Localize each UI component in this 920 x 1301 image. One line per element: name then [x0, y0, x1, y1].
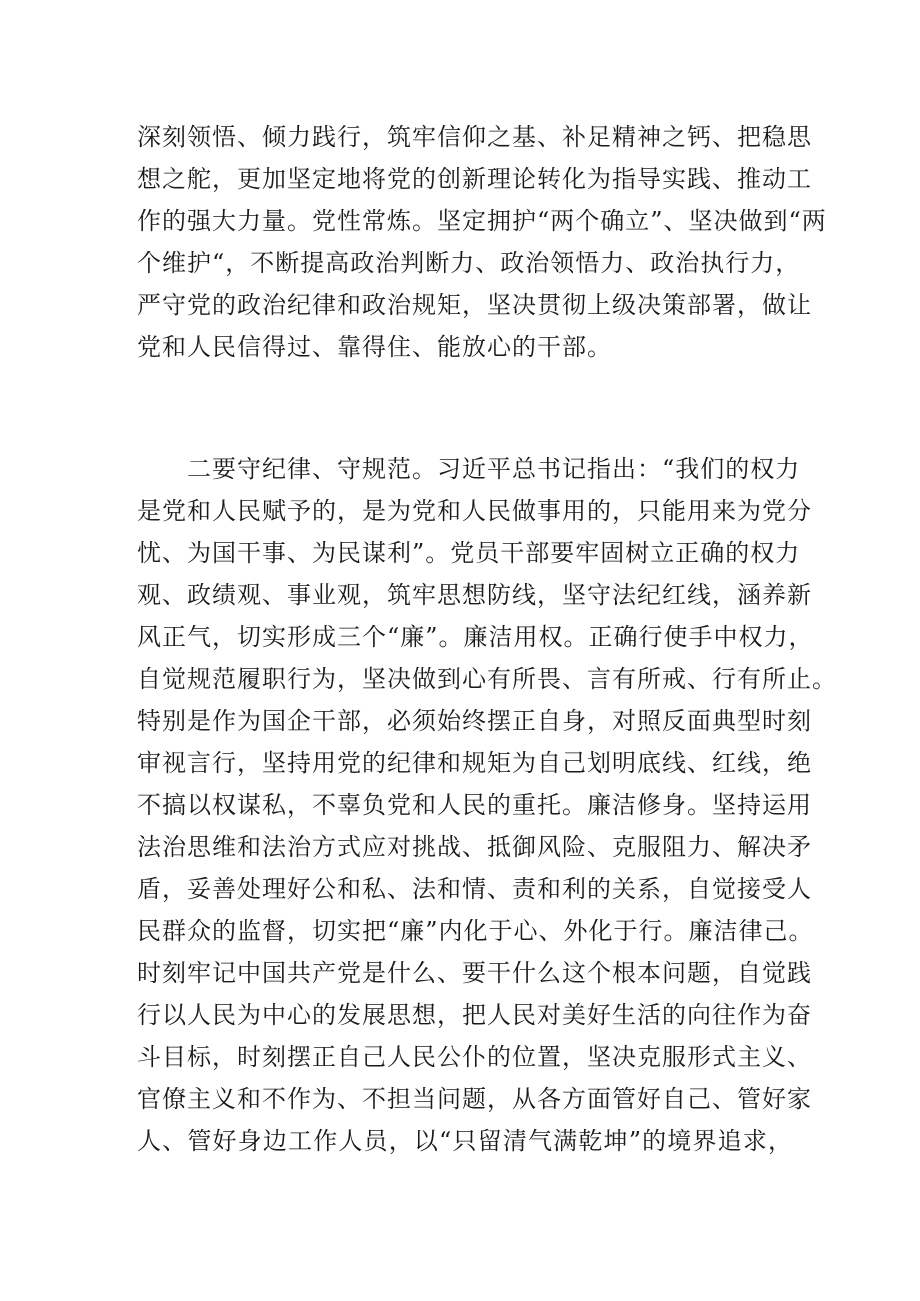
paragraph-line: 风正气，切实形成三个“廉”。廉洁用权。正确行使手中权力， [137, 623, 814, 651]
paragraph-line: 个维护“，不断提高政治判断力、政治领悟力、政治执行力， [137, 249, 801, 277]
paragraph-line: 行以人民为中心的发展思想，把人民对美好生活的向往作为奋 [137, 1001, 812, 1029]
paragraph-line: 忧、为国干事、为民谋利”。党员干部要牢固树立正确的权力 [137, 539, 801, 567]
paragraph-line: 时刻牢记中国共产党是什么、要干什么这个根本问题，自觉践 [137, 959, 812, 987]
paragraph-2 [137, 448, 837, 1162]
paragraph-line: 是党和人民赋予的，是为党和人民做事用的，只能用来为党分 [137, 497, 812, 525]
paragraph-line: 深刻领悟、倾力践行，筑牢信仰之基、补足精神之钙、把稳思 [137, 123, 812, 151]
paragraph-line: 盾，妥善处理好公和私、法和情、责和利的关系，自觉接受人 [137, 875, 812, 903]
paragraph-line: 官僚主义和不作为、不担当问题，从各方面管好自己、管好家 [137, 1085, 812, 1113]
paragraph-line: 作的强大力量。党性常炼。坚定拥护“两个确立”、坚决做到“两 [137, 207, 827, 235]
paragraph-line: 审视言行，坚持用党的纪律和规矩为自己划明底线、红线，绝 [137, 749, 812, 777]
paragraph-line: 自觉规范履职行为，坚决做到心有所畏、言有所戒、行有所止。 [137, 665, 837, 693]
paragraph-line: 二要守纪律、守规范。习近平总书记指出：“我们的权力 [187, 455, 801, 483]
paragraph-line: 观、政绩观、事业观，筑牢思想防线，坚守法纪红线，涵养新 [137, 581, 812, 609]
paragraph-line: 不搞以权谋私，不辜负党和人民的重托。廉洁修身。坚持运用 [137, 791, 812, 819]
paragraph-line: 想之舵，更加坚定地将党的创新理论转化为指导实践、推动工 [137, 165, 812, 193]
paragraph-line: 党和人民信得过、靠得住、能放心的干部。 [137, 333, 612, 361]
paragraph-line: 法治思维和法治方式应对挑战、抵御风险、克服阻力、解决矛 [137, 833, 812, 861]
paragraph-line: 特别是作为国企干部，必须始终摆正自身，对照反面典型时刻 [137, 707, 812, 735]
paragraph-line: 严守党的政治纪律和政治规矩，坚决贯彻上级决策部署，做让 [137, 291, 812, 319]
paragraph-1 [137, 116, 827, 368]
paragraph-line: 斗目标，时刻摆正自己人民公仆的位置，坚决克服形式主义、 [137, 1043, 812, 1071]
paragraph-line: 民群众的监督，切实把“廉”内化于心、外化于行。廉洁律己。 [137, 917, 814, 945]
paragraph-line: 人、管好身边工作人员，以“只留清气满乾坤”的境界追求， [137, 1127, 793, 1155]
